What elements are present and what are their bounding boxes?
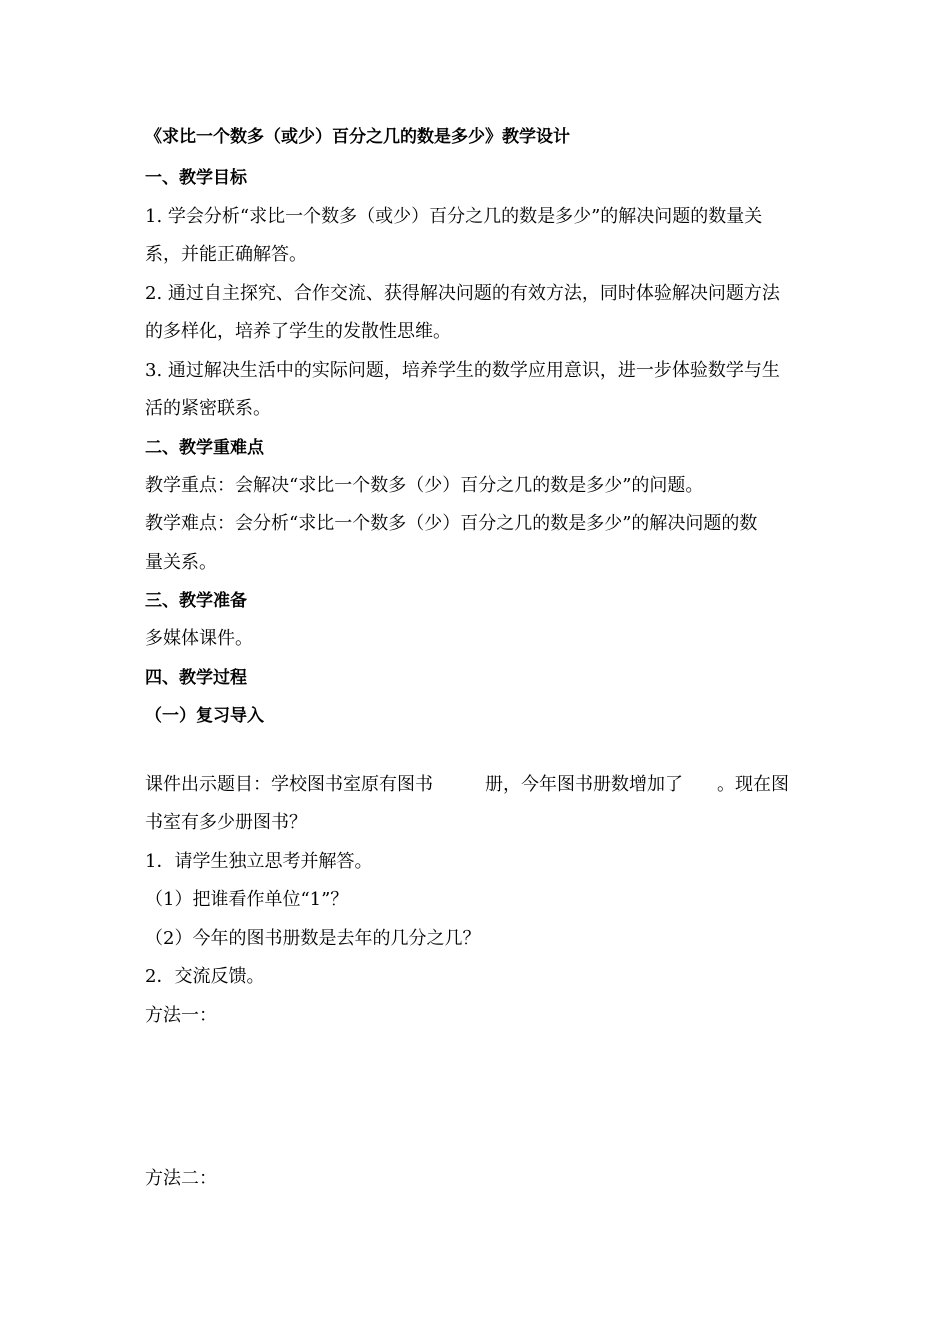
question-1: （1）把谁看作单位“1”？ xyxy=(145,889,349,910)
objective-1-line-1: 1. 学会分析“求比一个数多（或少）百分之几的数是多少”的解决问题的数量关 xyxy=(145,206,763,227)
problem-line-1 xyxy=(145,774,810,796)
difficulty-line-2: 量关系。 xyxy=(145,552,217,573)
subsection-heading-review: （一）复习导入 xyxy=(145,706,264,726)
method-2-label: 方法二： xyxy=(145,1168,217,1189)
objective-3-line-1: 3. 通过解决生活中的实际问题，培养学生的数学应用意识，进一步体验数学与生 xyxy=(145,360,780,381)
objective-2-line-2: 的多样化，培养了学生的发散性思维。 xyxy=(145,321,451,342)
problem-line-2: 书室有多少册图书？ xyxy=(145,812,307,833)
objective-2-line-1: 2. 通过自主探究、合作交流、获得解决问题的有效方法，同时体验解决问题方法 xyxy=(145,283,780,304)
question-2: （2）今年的图书册数是去年的几分之几？ xyxy=(145,928,481,949)
step-1: 1．请学生独立思考并解答。 xyxy=(145,851,373,872)
section-heading-preparation: 三、教学准备 xyxy=(145,591,247,611)
problem-text-part-1: 课件出示题目：学校图书室原有图书 xyxy=(145,774,433,795)
section-heading-objectives: 一、教学目标 xyxy=(145,168,247,188)
objective-1-line-2: 系，并能正确解答。 xyxy=(145,244,307,265)
preparation-content: 多媒体课件。 xyxy=(145,628,253,649)
section-heading-key-points: 二、教学重难点 xyxy=(145,438,264,458)
step-2: 2．交流反馈。 xyxy=(145,966,265,987)
problem-text-part-2: 册，今年图书册数增加了 xyxy=(485,774,683,795)
document-title: 《求比一个数多（或少）百分之几的数是多少》教学设计 xyxy=(145,127,570,147)
difficulty-line-1: 教学难点：会分析“求比一个数多（少）百分之几的数是多少”的解决问题的数 xyxy=(145,513,758,534)
method-1-label: 方法一： xyxy=(145,1005,217,1026)
section-heading-process: 四、教学过程 xyxy=(145,668,247,688)
problem-text-part-3: 。现在图 xyxy=(717,774,789,795)
objective-3-line-2: 活的紧密联系。 xyxy=(145,398,271,419)
key-point: 教学重点：会解决“求比一个数多（少）百分之几的数是多少”的问题。 xyxy=(145,475,704,496)
